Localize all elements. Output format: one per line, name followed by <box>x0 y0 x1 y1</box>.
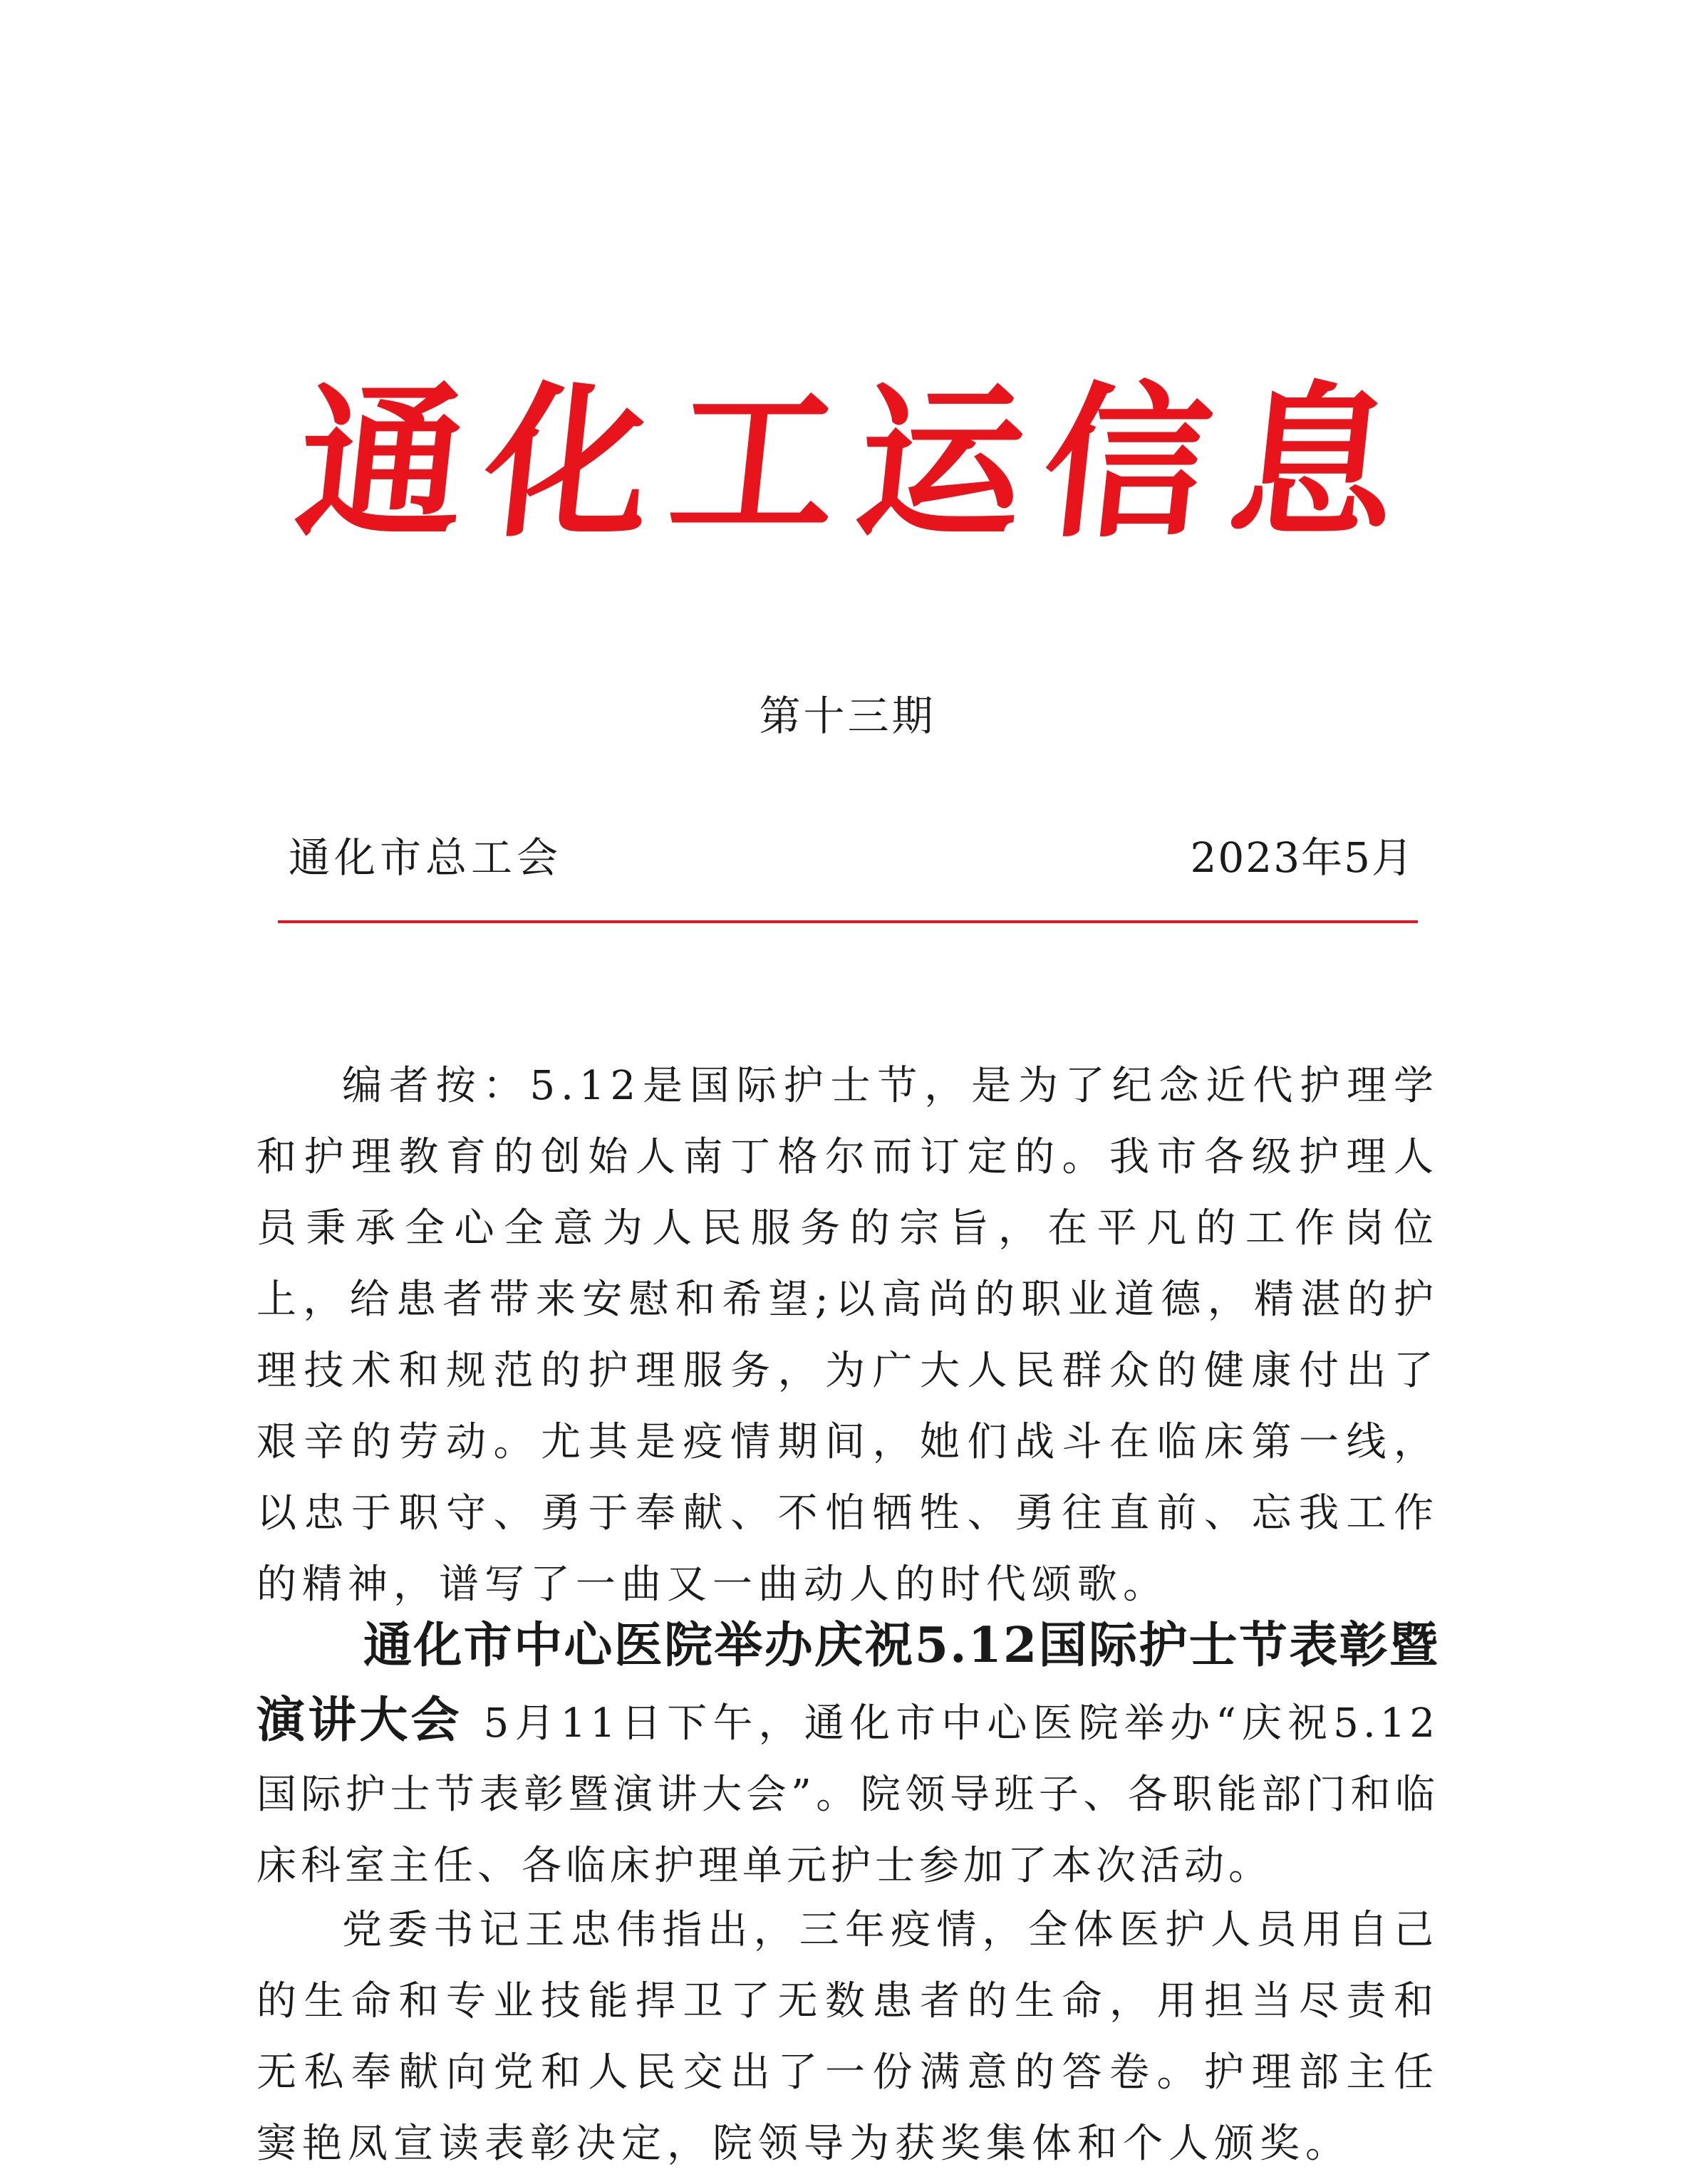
publisher-name: 通化市总工会 <box>289 833 563 882</box>
masthead-char: 化 <box>475 365 662 560</box>
issue-number: 第十三期 <box>759 692 936 740</box>
masthead-char: 工 <box>661 365 848 560</box>
article-body-text: 5月11日下午，通化市中心医院举办“庆祝5.12国际护士节表彰暨演讲大会”。院领导班子、各职能部门和临床科室主任、各临床护理单元护士参加了本次活动。 <box>256 1700 1439 1889</box>
masthead-char: 运 <box>848 365 1035 560</box>
editor-note: 编者按：5.12是国际护士节，是为了纪念近代护理学和护理教育的创始人南丁格尔而订定的。我市各级护理人员秉承全心全意为人民服务的宗旨，在平凡的工作岗位上，给患者带来安慰和希望;以高尚的职业道德，精湛的护理技术和规范的护理服务，为广大人民群众的健康付出了艰辛的劳动。尤其是疫情期间，她们战斗在临床第一线，以忠于职守、勇于奉献、不怕牺牲、勇往直前、忘我工作的精神，谱写了一曲又一曲动人的时代颂歌。 <box>256 1063 1439 1608</box>
article-paragraph-2: 党委书记王忠伟指出，三年疫情，全体医护人员用自己的生命和专业技能捍卫了无数患者的生命，用担当尽责和无私奉献向党和人民交出了一份满意的答卷。护理部主任窦艳凤宣读表彰决定，院领导为获奖集体和个人颁奖。 <box>256 1907 1439 2167</box>
publication-info-row <box>289 829 1414 886</box>
article-paragraph <box>256 1610 1439 1902</box>
article-headline: 通化市中心医院举办庆祝5.12国际护士节表彰暨演讲大会 <box>256 1617 1439 1749</box>
header-divider <box>278 920 1418 923</box>
masthead-char: 通 <box>289 365 475 560</box>
masthead-char: 息 <box>1220 365 1407 560</box>
masthead-char: 信 <box>1035 365 1220 560</box>
masthead-title <box>289 342 1407 584</box>
publication-date: 2023年5月 <box>1190 833 1414 882</box>
